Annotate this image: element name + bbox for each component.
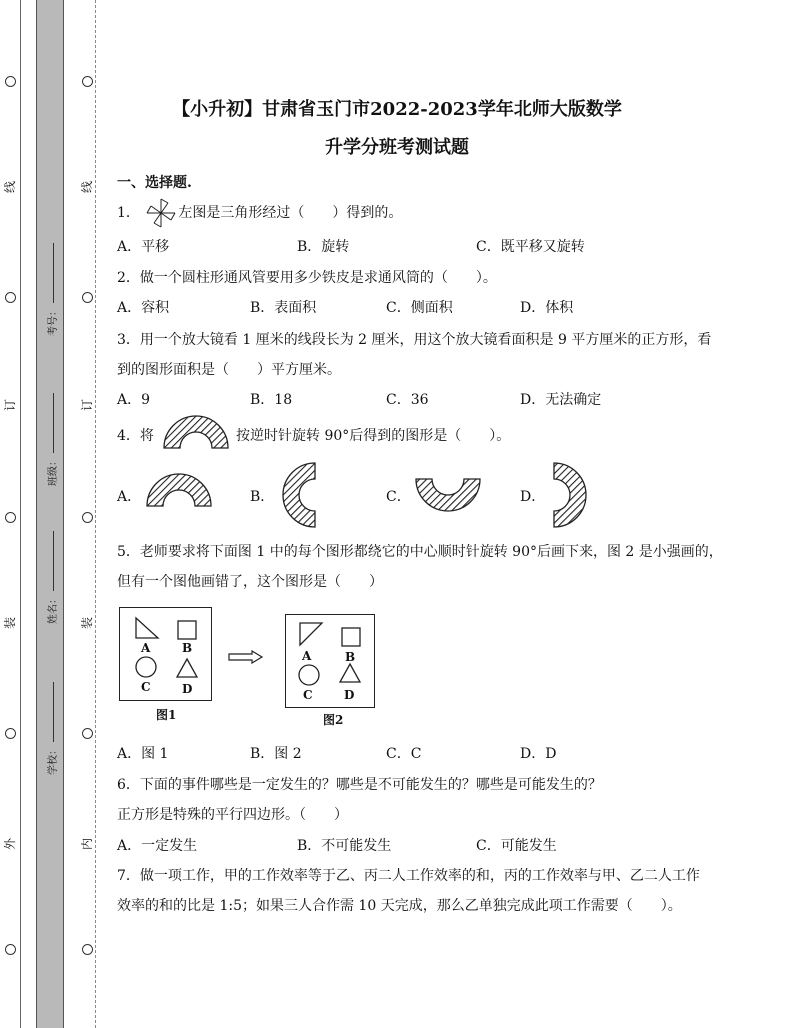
- figure-label: B: [182, 641, 193, 655]
- margin-mark-inner: 订: [80, 398, 95, 412]
- triangle-shape: [338, 662, 362, 684]
- triangle-shape: [134, 616, 160, 640]
- punch-hole: [5, 292, 16, 303]
- question-4-prefix: 4．将: [117, 428, 154, 444]
- question-7-line1: 7．做一项工作，甲的工作效率等于乙、丙二人工作效率的和，丙的工作效率与甲、乙二人工作: [117, 868, 700, 884]
- circle-shape: [134, 655, 158, 679]
- q5-option-a[interactable]: A．图 1: [117, 746, 169, 762]
- square-shape: [341, 627, 361, 647]
- figure-1-box: [119, 607, 212, 701]
- triangle-shape: [298, 621, 324, 647]
- question-6-line2: 正方形是特殊的平行四边形。（ ）: [117, 807, 348, 823]
- q1-option-b[interactable]: B．旋转: [297, 239, 350, 255]
- margin-mark-inner: 内: [80, 837, 95, 851]
- punch-hole: [5, 76, 16, 87]
- punch-hole: [5, 944, 16, 955]
- q6-option-b[interactable]: B．不可能发生: [297, 838, 392, 854]
- punch-hole: [82, 76, 93, 87]
- margin-mark-outer: 装: [3, 616, 18, 630]
- punch-hole: [82, 512, 93, 523]
- q4-option-d-figure[interactable]: [552, 461, 588, 529]
- question-6-line1: 6．下面的事件哪些是一定发生的？哪些是不可能发生的？哪些是可能发生的？: [117, 777, 602, 793]
- question-5-line2: 但有一个图他画错了，这个图形是（ ）: [117, 574, 383, 590]
- student-id-field[interactable]: 考号：: [44, 243, 59, 336]
- figure-label: C: [141, 680, 151, 694]
- figure-label: C: [303, 688, 313, 702]
- q4-option-a-figure[interactable]: [145, 472, 213, 508]
- q5-option-d[interactable]: D．D: [520, 746, 557, 762]
- q3-option-d[interactable]: D．无法确定: [520, 392, 602, 408]
- q5-option-b[interactable]: B．图 2: [250, 746, 302, 762]
- question-5-line1: 5．老师要求将下面图 1 中的每个图形都绕它的中心顺时针旋转 90°后画下来，图 2 是小强画的，: [117, 544, 723, 560]
- punch-hole: [82, 292, 93, 303]
- triangle-shape: [175, 657, 199, 679]
- right-arrow-icon: [228, 650, 264, 664]
- question-3-line1: 3．用一个放大镜看 1 厘米的线段长为 2 厘米，用这个放大镜看面积是 9 平方厘米的正方形，看: [117, 332, 712, 348]
- question-2: 2．做一个圆柱形通风管要用多少铁皮是求通风筒的（ ）。: [117, 270, 497, 286]
- q3-option-a[interactable]: A．9: [117, 392, 151, 408]
- figure-label: D: [182, 682, 193, 696]
- q4-option-d-label[interactable]: D．: [520, 489, 546, 505]
- class-field[interactable]: 班级：: [44, 393, 59, 486]
- question-7-line2: 效率的和的比是 1:5；如果三人合作需 10 天完成，那么乙单独完成此项工作需要（ ）。: [117, 898, 682, 914]
- figure-1-caption: 图1: [156, 708, 177, 722]
- q3-option-b[interactable]: B．18: [250, 392, 293, 408]
- pinwheel-figure: [144, 197, 178, 229]
- question-3-line2: 到的图形面积是（ ）平方厘米。: [117, 362, 341, 378]
- margin-mark-inner: 装: [80, 616, 95, 630]
- figure-label: B: [345, 650, 356, 664]
- margin-mark-outer: 外: [3, 837, 18, 851]
- page-subtitle: 升学分班考测试题: [325, 137, 469, 158]
- q3-option-c[interactable]: C．36: [386, 392, 429, 408]
- q2-option-c[interactable]: C．侧面积: [386, 300, 453, 316]
- margin-mark-outer: 线: [3, 180, 18, 194]
- q6-option-c[interactable]: C．可能发生: [476, 838, 557, 854]
- page-title: 【小升初】甘肃省玉门市2022-2023学年北师大版数学: [172, 99, 622, 120]
- question-1: 1． 左图是三角形经过（ ）得到的。: [117, 202, 402, 222]
- figure-label: A: [302, 649, 312, 663]
- school-field[interactable]: 学校：: [44, 682, 59, 775]
- circle-shape: [297, 663, 321, 687]
- q2-option-d[interactable]: D．体积: [520, 300, 574, 316]
- figure-2-box: [285, 614, 375, 708]
- q4-option-c-label[interactable]: C．: [386, 489, 411, 505]
- q4-option-b-figure[interactable]: [281, 461, 317, 529]
- punch-hole: [5, 512, 16, 523]
- q2-option-b[interactable]: B．表面积: [250, 300, 317, 316]
- q5-option-c[interactable]: C．C: [386, 746, 422, 762]
- question-4-text: 按逆时针旋转 90°后得到的图形是（ ）。: [236, 428, 511, 444]
- square-shape: [177, 620, 197, 640]
- margin-mark-outer: 订: [3, 398, 18, 412]
- figure-label: A: [141, 641, 151, 655]
- q6-option-a[interactable]: A．一定发生: [117, 838, 198, 854]
- q4-option-c-figure[interactable]: [414, 477, 482, 513]
- name-field[interactable]: 姓名：: [44, 531, 59, 624]
- section-heading: 一、选择题.: [117, 175, 192, 191]
- q1-option-c[interactable]: C．既平移又旋转: [476, 239, 585, 255]
- margin-mark-inner: 线: [80, 180, 95, 194]
- q4-source-arch: [162, 414, 230, 450]
- q4-option-b-label[interactable]: B．: [250, 489, 275, 505]
- q2-option-a[interactable]: A．容积: [117, 300, 170, 316]
- q4-option-a-label[interactable]: A．: [117, 489, 142, 505]
- punch-hole: [5, 728, 16, 739]
- punch-hole: [82, 944, 93, 955]
- punch-hole: [82, 728, 93, 739]
- figure-2-caption: 图2: [323, 713, 344, 727]
- figure-label: D: [344, 688, 355, 702]
- q1-option-a[interactable]: A．平移: [117, 239, 170, 255]
